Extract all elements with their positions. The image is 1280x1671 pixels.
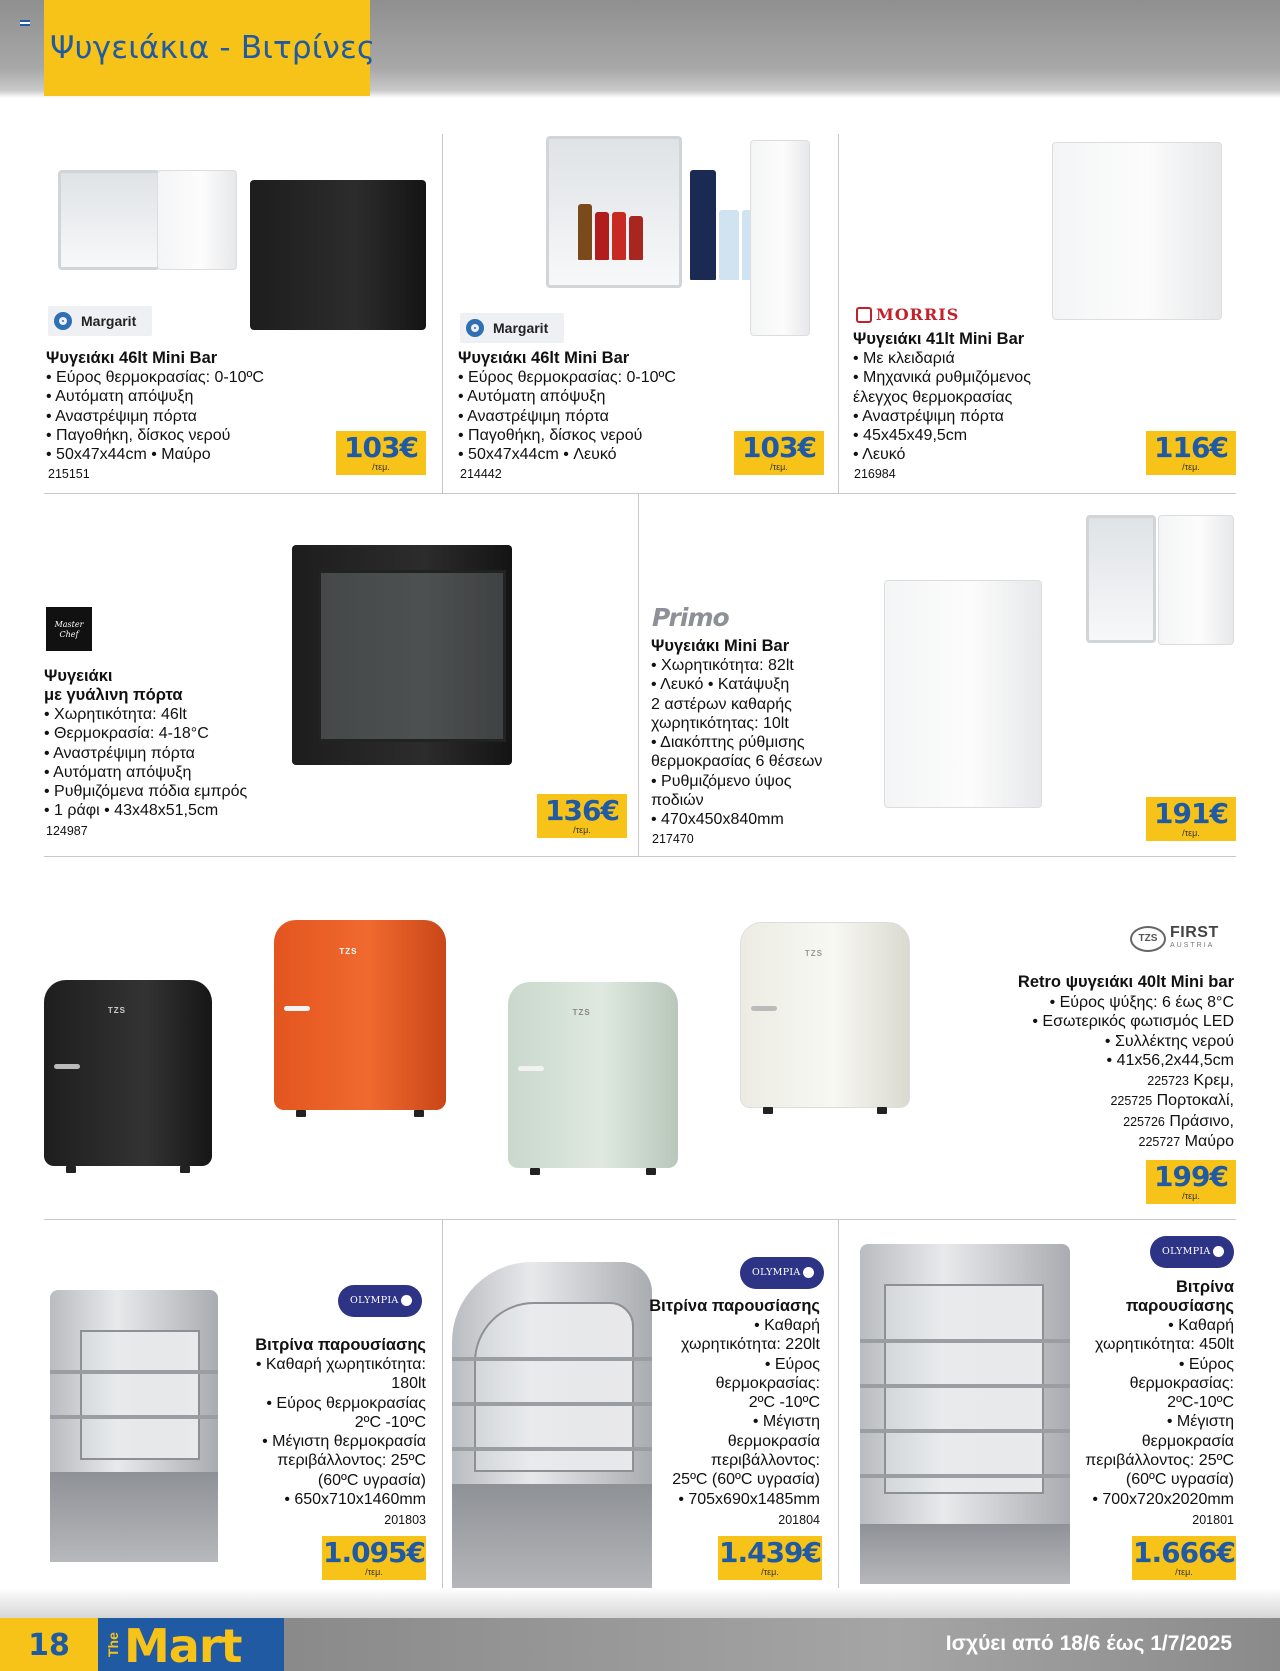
divider	[442, 134, 443, 493]
product-code: 124987	[46, 824, 88, 838]
brand-logo-primo: Primo	[652, 603, 729, 632]
divider	[44, 1219, 1236, 1220]
product-code: 216984	[854, 467, 896, 481]
product-code: 201804	[778, 1513, 820, 1527]
fridge-door-image	[1158, 515, 1234, 645]
divider	[838, 1219, 839, 1595]
product-specs: • Εύρος θερμοκρασίας: 0-10ºC • Αυτόματη απόψυξη • Αναστρέψιμη πόρτα • Παγοθήκη, δίσκος νερού • 50x47x44cm • Λευκό	[458, 369, 676, 464]
fridge-open-image	[1086, 515, 1156, 643]
page-title: Ψυγειάκια - Βιτρίνες	[50, 30, 376, 66]
product-specs: • Εύρος ψύξης: 6 έως 8°C • Εσωτερικός φωτισμός LED • Συλλέκτης νερού • 41x56,2x44,5cm	[1032, 994, 1234, 1069]
price-tag: 1.666€ /τεμ.	[1132, 1536, 1236, 1580]
divider	[44, 856, 1236, 857]
price-tag: 103€ /τεμ.	[336, 431, 426, 475]
product-code: 201801	[1192, 1513, 1234, 1527]
product-specs: • Καθαρή χωρητικότητα: 180lt • Εύρος θερμοκρασίας 2ºC -10ºC • Μέγιστη θερμοκρασία περιβάλλοντος: 25ºC (60ºC υγρασία) • 650x710x1460mm	[255, 1356, 426, 1509]
fridge-image	[250, 180, 426, 330]
brand-logo-tzs-first-austria: TZS FIRST AUSTRIA	[1130, 926, 1219, 952]
gear-icon	[466, 319, 484, 337]
product-code: 214442	[460, 467, 502, 481]
product-specs: • Εύρος θερμοκρασίας: 0-10ºC • Αυτόματη απόψυξη • Αναστρέψιμη πόρτα • Παγοθήκη, δίσκος νερού • 50x47x44cm • Μαύρο	[46, 369, 264, 464]
brand-logo-margarit: Margarit	[48, 306, 152, 336]
retro-fridge-cream-image: TZS	[740, 922, 910, 1108]
product-code: 201803	[384, 1513, 426, 1527]
product-specs: • Καθαρή χωρητικότητα: 450lt • Εύρος θερμοκρασίας: 2ºC-10ºC • Μέγιστη θερμοκρασία περιβάλλοντος: 25ºC (60ºC υγρασία) • 700x720x2020mm	[1085, 1317, 1234, 1508]
brand-logo-olympia: OLYMPIA	[1150, 1236, 1234, 1268]
product-title: Βιτρίνα παρουσίασης	[1125, 1278, 1234, 1315]
brand-logo-margarit: Margarit	[460, 313, 564, 343]
price-tag: 116€ /τεμ.	[1146, 431, 1236, 475]
product-title: Ψυγειάκι Mini Bar	[651, 637, 790, 655]
flag-icon	[20, 20, 30, 26]
fridge-open-image	[58, 170, 160, 270]
glass-door-image	[318, 570, 506, 742]
divider	[838, 134, 839, 493]
retro-fridge-orange-image: TZS	[274, 920, 446, 1110]
product-title: Ψυγειάκι με γυάλινη πόρτα	[44, 667, 183, 704]
divider	[638, 493, 639, 856]
brand-logo-olympia: OLYMPIA	[740, 1257, 824, 1289]
product-title: Βιτρίνα παρουσίασης	[255, 1336, 426, 1354]
fridge-door-image	[157, 170, 237, 270]
price-tag: 1.439€ /τεμ.	[718, 1536, 822, 1580]
product-specs: • Χωρητικότητα: 46lt • Θερμοκρασία: 4-18°C • Αναστρέψιμη πόρτα • Αυτόματη απόψυξη • Ρυθμιζόμενα πόδια εμπρός • 1 ράφι • 43x48x51,5cm	[44, 706, 248, 820]
divider	[442, 1219, 443, 1595]
price-tag: 191€ /τεμ.	[1146, 797, 1236, 841]
brand-logo-olympia: OLYMPIA	[338, 1285, 422, 1317]
product-title: Ψυγειάκι 46lt Mini Bar	[458, 349, 630, 367]
product-title: Βιτρίνα παρουσίασης	[649, 1297, 820, 1315]
drinks-image	[578, 204, 643, 260]
product-specs: • Χωρητικότητα: 82lt • Λευκό • Κατάψυξη 2 αστέρων καθαρής χωρητικότητας: 10lt • Διακόπτης ρύθμισης θερμοκρασίας 6 θέσεων • Ρυθμιζόμενο ύψος ποδιών • 470x450x840mm	[651, 657, 823, 829]
product-code: 217470	[652, 832, 694, 846]
product-title: Retro ψυγειάκι 40lt Mini bar	[1017, 973, 1234, 991]
price-tag: 136€ /τεμ.	[537, 794, 627, 838]
display-case-image	[452, 1262, 652, 1594]
product-title: Ψυγειάκι 46lt Mini Bar	[46, 349, 218, 367]
retro-fridge-black-image: TZS	[44, 980, 212, 1166]
display-case-image	[50, 1290, 218, 1562]
fridge-image	[1052, 142, 1222, 320]
the-mart-logo-the: The	[105, 1632, 121, 1658]
morris-icon	[856, 307, 872, 323]
retro-fridge-green-image: TZS	[508, 982, 678, 1168]
page-number: 18	[0, 1618, 98, 1671]
product-specs: • Καθαρή χωρητικότητα: 220lt • Εύρος θερμοκρασίας: 2ºC -10ºC • Μέγιστη θερμοκρασία περιβάλλοντος: 25ºC (60ºC υγρασία) • 705x690x1485mm	[672, 1317, 820, 1508]
divider	[44, 493, 1236, 494]
product-code: 215151	[48, 467, 90, 481]
fridge-image	[884, 580, 1042, 808]
product-title: Ψυγειάκι 41lt Mini Bar	[853, 330, 1025, 348]
price-tag: 1.095€ /τεμ.	[322, 1536, 426, 1580]
product-codes: 225723 Κρεμ, 225725 Πορτοκαλί, 225726 Πράσινο, 225727 Μαύρο	[1110, 1072, 1234, 1150]
display-case-image	[860, 1244, 1070, 1584]
price-tag: 103€ /τεμ.	[734, 431, 824, 475]
offer-validity: Ισχύει από 18/6 έως 1/7/2025	[945, 1632, 1232, 1655]
product-specs: • Με κλειδαριά • Μηχανικά ρυθμιζόμενος έλεγχος θερμοκρασίας • Αναστρέψιμη πόρτα • 45x45x49,5cm • Λευκό	[853, 350, 1031, 464]
the-mart-logo-mart: Mart	[124, 1619, 242, 1671]
brand-logo-morris: MORRIS	[856, 305, 959, 324]
footer-fade	[0, 1588, 1280, 1618]
fridge-door-image	[750, 140, 810, 336]
gear-icon	[54, 312, 72, 330]
brand-logo-masterchef: Master Chef	[46, 607, 92, 651]
price-tag: 199€ /τεμ.	[1146, 1160, 1236, 1204]
